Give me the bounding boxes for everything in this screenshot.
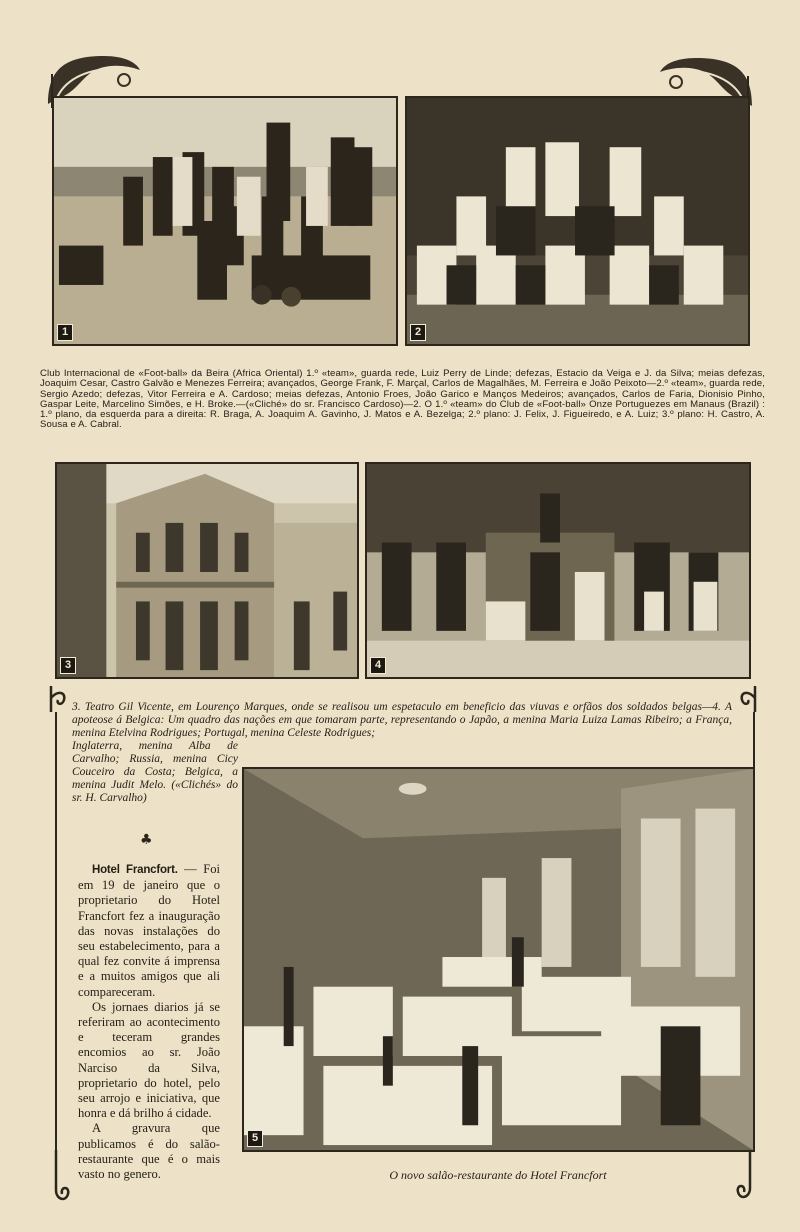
photo-salao-restaurante (242, 767, 755, 1152)
ornament-mid-right (736, 684, 758, 714)
caption-theatre-narrow: Inglaterra, menina Alba de Carvalho; Russia, menina Cicy Couceiro da Costa; Belgica, a menina Judit Melo. («Clichés» do sr. H. Carvalho) (72, 740, 238, 804)
restaurant-hall-image (244, 769, 753, 1150)
left-border-line (55, 712, 57, 1162)
club-ornament-icon: ♣ (140, 832, 153, 848)
photo-football-manaus (405, 96, 750, 346)
photo-number-4: 4 (370, 657, 386, 674)
photo-number-2: 2 (410, 324, 426, 341)
article-paragraph-1-text: — Foi em 19 de janeiro que o proprietario do Hotel Francfort fez a inauguração das novas instalações do seu estabelecimento, para a qual fez convite á imprensa e a muitos amigos que ali compareceram. (78, 862, 221, 999)
photo-football-beira (52, 96, 398, 346)
photo-number-5: 5 (247, 1130, 263, 1147)
photo-number-1: 1 (57, 324, 73, 341)
caption-hotel: O novo salão-restaurante do Hotel Francfort (389, 1168, 607, 1182)
theatre-building-image (57, 464, 357, 677)
ornament-bottom-left (46, 1150, 72, 1206)
article-paragraph-2: Os jornaes diarios já se referiram ao acontecimento e teceram grandes encomios ao sr. João Narciso da Silva, proprietario do hotel, pelo seu arrojo e iniciativa, que honra e dá brilho á cidade. (78, 999, 220, 1121)
stage-tableau-image (367, 464, 749, 677)
ornament-mid-left (48, 684, 70, 714)
article-paragraph-1 (78, 862, 220, 1000)
caption-theatre-wide: 3. Teatro Gil Vicente, em Lourenço Marques, onde se realisou um espetaculo em beneficio das viuvas e orfãos dos soldados belgas—4. A apoteose á Belgica: Um quadro das nações em que tomaram parte, representando o Japão, a menina Maria Luiza Lamas Ribeiro; a França, menina Etelvina Rodrigues; Portugal, menina Celeste Rodrigues; (72, 701, 732, 739)
article-heading: Hotel Francfort. (92, 864, 178, 876)
football-team-image-1 (54, 98, 396, 344)
photo-teatro-gil-vicente (55, 462, 359, 679)
article-paragraph-3: A gravura que publicamos é do salão-restaurante que é o mais vasto no genero. (78, 1121, 220, 1182)
caption-football: Club Internacional de «Foot-ball» da Beira (Africa Oriental) 1.º «team», guarda rede, Luiz Perry de Linde; defezas, Estacio da Veiga e J. da Silva; meias defezas, Joaquim Cesar, Castro Galvão e Menezes Ferreira; avançados, George Frank, F. Marçal, Carlos de Magalhães, M. Ferreira e João Peixoto—2.º «team», guarda rede, Sergio Azedo; defezas, Vitor Ferreira e A. Cardoso; meias defezas, Antonio Froes, João Garico e Manços Medeiros; avançados, Carlos de Faria, Dionisio Pinho, Gaspar Leite, Marcelino Simões, e H. Broke.—(«Cliché» do sr. Francisco Cardoso)—2. O 1.º «team» do Club de «Foot-ball» Onze Portuguezes em Manaus (Brazil) : 1.º plano, da esquerda para a direita: R. Braga, A. Joaquim A. Gavinho, J. Matos e A. Bezelga; 2.º plano: J. Felix, J. Figueiredo, e A. Luiz; 3.º plano: H. Castro, A. Sousa e A. Cabral. (40, 368, 765, 431)
photo-number-3: 3 (60, 657, 76, 674)
football-team-image-2 (407, 98, 748, 344)
article-hotel-francfort (78, 862, 220, 1182)
photo-apoteose-belgica (365, 462, 751, 679)
